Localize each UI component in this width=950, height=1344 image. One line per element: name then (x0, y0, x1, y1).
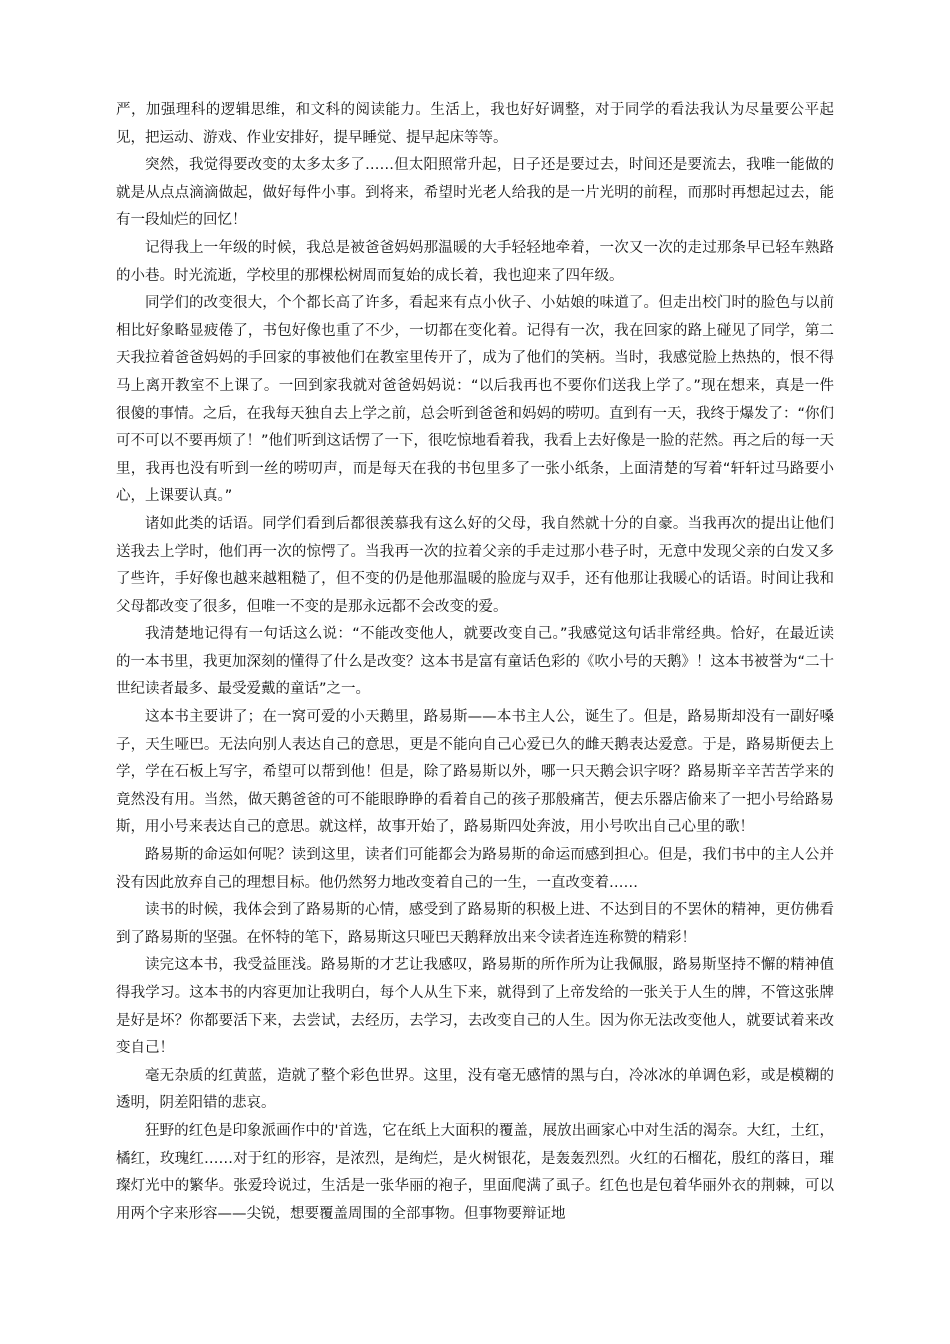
paragraph-11: 毫无杂质的红黄蓝，造就了整个彩色世界。这里，没有毫无感情的黑与白，冷冰冰的单调色彩，或是模糊的透明，阴差阳错的悲哀。 (116, 1067, 834, 1112)
paragraph-1: 严，加强理科的逻辑思维，和文科的阅读能力。生活上，我也好好调整，对于同学的看法我认为尽量要公平起见，把运动、游戏、作业安排好，提早睡觉、提早起床等等。 (116, 102, 834, 146)
paragraph-8: 路易斯的命运如何呢？读到这里，读者们可能都会为路易斯的命运而感到担心。但是，我们书中的主人公并没有因此放弃自己的理想目标。他仍然努力地改变着自己的一生，一直改变着…… (116, 847, 834, 891)
paragraph-4: 同学们的改变很大，个个都长高了许多，看起来有点小伙子、小姑娘的味道了。但走出校门时的脸色与以前相比好象略显疲倦了，书包好像也重了不少，一切都在变化着。记得有一次，我在回家的路上碰见了同学，第二天我拉着爸爸妈妈的手回家的事被他们在教室里传开了，成为了他们的笑柄。当时，我感觉脸上热热的，恨不得马上离开教室不上课了。一回到家我就对爸爸妈妈说：“以后我再也不要你们送我上学了。”现在想来，真是一件很傻的事情。之后，在我每天独自去上学之前，总会听到爸爸和妈妈的唠叨。直到有一天，我终于爆发了：“你们可不可以不要再烦了！”他们听到这话愣了一下，很吃惊地看着我，我看上去好像是一脸的茫然。再之后的每一天里，我再也没有听到一丝的唠叨声，而是每天在我的书包里多了一张小纸条，上面清楚的写着“轩轩过马路要小心，上课要认真。” (116, 295, 835, 505)
paragraph-5: 诸如此类的话语。同学们看到后都很羡慕我有这么好的父母，我自然就十分的自豪。当我再次的提出让他们送我去上学时，他们再一次的惊愕了。当我再一次的拉着父亲的手走过那小巷子时，无意中发现父亲的白发又多了些许，手好像也越来越粗糙了，但不变的仍是他那温暖的脸庞与双手，还有他那让我暖心的话语。时间让我和父母都改变了很多，但唯一不变的是那永远都不会改变的爱。 (116, 515, 834, 615)
paragraph-10: 读完这本书，我受益匪浅。路易斯的才艺让我感叹，路易斯的所作所为让我佩服，路易斯坚持不懈的精神值得我学习。这本书的内容更加让我明白，每个人从生下来，就得到了上帝发给的一张关于人生的牌，不管这张牌是好是坏？你都要活下来，去尝试，去经历，去学习，去改变自己的人生。因为你无法改变他人，就要试着来改变自己！ (116, 957, 834, 1057)
paragraph-7: 这本书主要讲了；在一窝可爱的小天鹅里，路易斯——本书主人公，诞生了。但是，路易斯却没有一副好嗓子，天生哑巴。无法向别人表达自己的意思，更是不能向自己心爱已久的雌天鹅表达爱意。于是，路易斯便去上学，学在石板上写字，希望可以帮到他！但是，除了路易斯以外，哪一只天鹅会识字呀？路易斯辛辛苦苦学来的竟然没有用。当然，做天鹅爸爸的可不能眼睁睁的看着自己的孩子那般痛苦，便去乐器店偷来了一把小号给路易斯，用小号来表达自己的意思。就这样，故事开始了，路易斯四处奔波，用小号吹出自己心里的歌！ (116, 709, 834, 836)
paragraph-2: 突然，我觉得要改变的太多太多了……但太阳照常升起，日子还是要过去，时间还是要流去，我唯一能做的就是从点点滴滴做起，做好每件小事。到将来，希望时光老人给我的是一片光明的前程，而那时再想起过去，能有一段灿烂的回忆！ (116, 157, 834, 229)
document-body (116, 97, 834, 1228)
paragraph-12: 狂野的红色是印象派画作中的'首选，它在纸上大面积的覆盖，展放出画家心中对生活的渴奈。大红，土红，橘红，玫瑰红……对于红的形容，是浓烈，是绚烂，是火树银花，是轰轰烈烈。火红的石榴花，殷红的落日，璀璨灯光中的繁华。张爱玲说过，生活是一张华丽的袍子，里面爬满了虱子。红色也是包着华丽外衣的荆棘，可以用两个字来形容——尖锐，想要覆盖周围的全部事物。但事物要辩证地 (116, 1122, 834, 1222)
paragraph-6: 我清楚地记得有一句话这么说：“不能改变他人，就要改变自己。”我感觉这句话非常经典。恰好，在最近读的一本书里，我更加深刻的懂得了什么是改变？这本书是富有童话色彩的《吹小号的天鹅》！这本书被誉为“二十世纪读者最多、最受爱戴的童话”之一。 (116, 626, 835, 698)
paragraph-3: 记得我上一年级的时候，我总是被爸爸妈妈那温暖的大手轻轻地牵着，一次又一次的走过那条早已轻车熟路的小巷。时光流逝，学校里的那棵松树周而复始的成长着，我也迎来了四年级。 (116, 239, 834, 284)
paragraph-9: 读书的时候，我体会到了路易斯的心情，感受到了路易斯的积极上进、不达到目的不罢休的精神，更仿佛看到了路易斯的坚强。在怀特的笔下，路易斯这只哑巴天鹅释放出来令读者连连称赞的精彩！ (116, 902, 834, 946)
